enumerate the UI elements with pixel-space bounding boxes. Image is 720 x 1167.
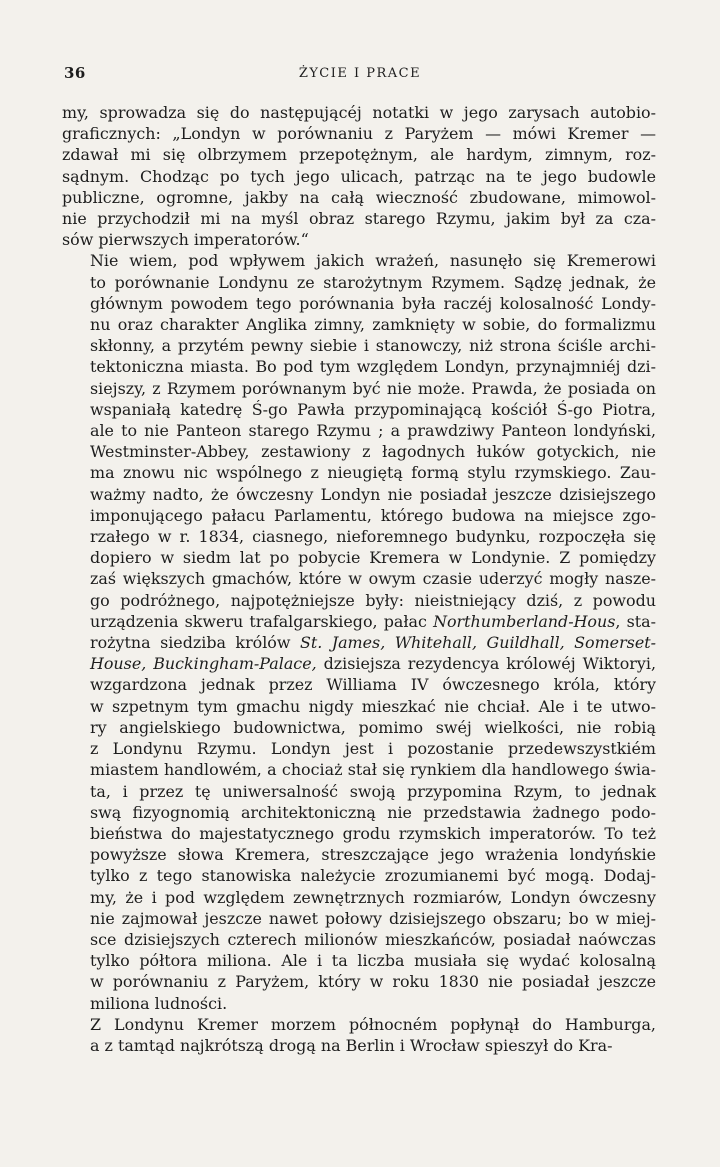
text-line: tylko z tego stanowiska należycie zrozumianemi być mogą. Dodaj- bbox=[90, 866, 656, 886]
text-line: powyższe słowa Kremera, streszczające jego wrażenia londyńskie bbox=[90, 845, 656, 865]
text-line: my, sprowadza się do następującéj notatki w jego zarysach autobio- bbox=[62, 103, 656, 122]
text-line: rzałego w r. 1834, ciasnego, nieforemnego budynku, rozpoczęła się bbox=[90, 527, 656, 547]
text-line: głównym powodem tego porównania była raczéj kolosalność Londy- bbox=[90, 293, 656, 313]
page-header bbox=[62, 64, 658, 86]
text-line: Nie wiem, pod wpływem jakich wrażeń, nasunęło się Kremerowi bbox=[90, 251, 656, 271]
text-line: ale to nie Panteon starego Rzymu ; a prawdziwy Panteon londyński, bbox=[90, 421, 656, 441]
text-line: miastem handlowém, a chociaż stał się rynkiem dla handlowego świa- bbox=[90, 760, 656, 780]
text-line: nie zajmował jeszcze nawet połowy dzisiejszego obszaru; bo w miej- bbox=[90, 908, 656, 928]
paragraph-journey bbox=[62, 1014, 656, 1056]
page-number: 36 bbox=[64, 64, 86, 82]
text-line: wspaniałą katedrę Ś-go Pawła przypominającą kościół Ś-go Piotra, bbox=[90, 399, 656, 419]
text-line: zaś większych gmachów, które w owym czasie uderzyć mogły nasze- bbox=[90, 569, 656, 589]
text-line: tylko półtora miliona. Ale i ta liczba musiała się wydać kolosalną bbox=[90, 951, 656, 971]
text-line: nu oraz charakter Anglika zimny, zamknięty w sobie, do formalizmu bbox=[90, 315, 656, 335]
text-line: siejszy, z Rzymem porównanym być nie może. Prawda, że posiada on bbox=[90, 378, 656, 398]
text-line: nie przychodził mi na myśl obraz starego Rzymu, jakim był za cza- bbox=[62, 209, 656, 229]
text-line: go podróżnego, najpotężniejsze były: nieistniejący dziś, z powodu bbox=[90, 590, 656, 610]
text-line: tektoniczna miasta. Bo pod tym względem Londyn, przynajmniéj dzi- bbox=[90, 357, 656, 377]
text-line: ry angielskiego budownictwa, pomimo swéj wielkości, nie robią bbox=[90, 717, 656, 737]
text-line: swą fizyognomią architektoniczną nie przedstawia żadnego podo- bbox=[90, 802, 656, 822]
text-line: sądnym. Chodząc po tych jego ulicach, patrząc na te jego budowle bbox=[62, 166, 656, 186]
text-line: to porównanie Londynu ze starożytnym Rzymem. Sądzę jednak, że bbox=[90, 272, 656, 292]
text-line: rożytna siedziba królów St. James, Whitehall, Guildhall, Somerset- bbox=[90, 633, 656, 653]
text-line: Westminster-Abbey, zestawiony z łagodnych łuków gotyckich, nie bbox=[90, 442, 656, 462]
text-line: urządzenia skweru trafalgarskiego, pałac Northumberland-Hous, sta- bbox=[90, 611, 656, 631]
text-line: w szpetnym tym gmachu nigdy mieszkać nie chciał. Ale i te utwo- bbox=[90, 696, 656, 716]
text-line: House, Buckingham-Palace, dzisiejsza rezydencya królowéj Wiktoryi, bbox=[90, 654, 656, 674]
body-text bbox=[62, 102, 656, 1056]
text-line: miliona ludności. bbox=[90, 993, 228, 1013]
paragraph-london-rome bbox=[62, 250, 656, 1013]
text-line: zdawał mi się olbrzymem przepotężnym, ale hardym, zimnym, roz- bbox=[62, 145, 656, 165]
text-line: imponującego pałacu Parlamentu, którego budowa na miejsce zgo- bbox=[90, 505, 656, 525]
running-title: ŻYCIE I PRACE bbox=[298, 66, 422, 81]
text-line: graficznych: „Londyn w porównaniu z Paryżem — mówi Kremer — bbox=[62, 124, 656, 144]
paragraph-quote bbox=[62, 102, 656, 250]
text-line: skłonny, a przytém pewny siebie i stanowczy, niż strona ściśle archi- bbox=[90, 336, 656, 356]
text-line: dopiero w siedm lat po pobycie Kremera w Londynie. Z pomiędzy bbox=[90, 548, 656, 568]
text-line: a z tamtąd najkrótszą drogą na Berlin i Wrocław spieszył do Kra- bbox=[90, 1035, 613, 1055]
text-line: my, że i pod względem zewnętrznych rozmiarów, Londyn ówczesny bbox=[90, 887, 656, 907]
text-line: w porównaniu z Paryżem, który w roku 1830 nie posiadał jeszcze bbox=[90, 972, 656, 992]
text-line: ta, i przez tę uniwersalność swoją przypomina Rzym, to jednak bbox=[90, 781, 656, 801]
text-line: sów pierwszych imperatorów.“ bbox=[62, 230, 309, 250]
text-line: bieństwa do majestatycznego grodu rzymskich imperatorów. To też bbox=[90, 823, 656, 843]
text-line: z Londynu Rzymu. Londyn jest i pozostanie przedewszystkiém bbox=[90, 739, 656, 759]
text-line: publiczne, ogromne, jakby na całą wieczność zbudowane, mimowol- bbox=[62, 187, 656, 207]
text-line: Z Londynu Kremer morzem północném popłynął do Hamburga, bbox=[90, 1014, 656, 1034]
text-line: sce dzisiejszych czterech milionów mieszkańców, posiadał naówczas bbox=[90, 929, 656, 949]
text-line: ma znowu nic wspólnego z nieugiętą formą stylu rzymskiego. Zau- bbox=[90, 463, 656, 483]
text-line: ważmy nadto, że ówczesny Londyn nie posiadał jeszcze dzisiejszego bbox=[90, 484, 656, 504]
text-line: wzgardzona jednak przez Williama IV ówczesnego króla, który bbox=[90, 675, 656, 695]
